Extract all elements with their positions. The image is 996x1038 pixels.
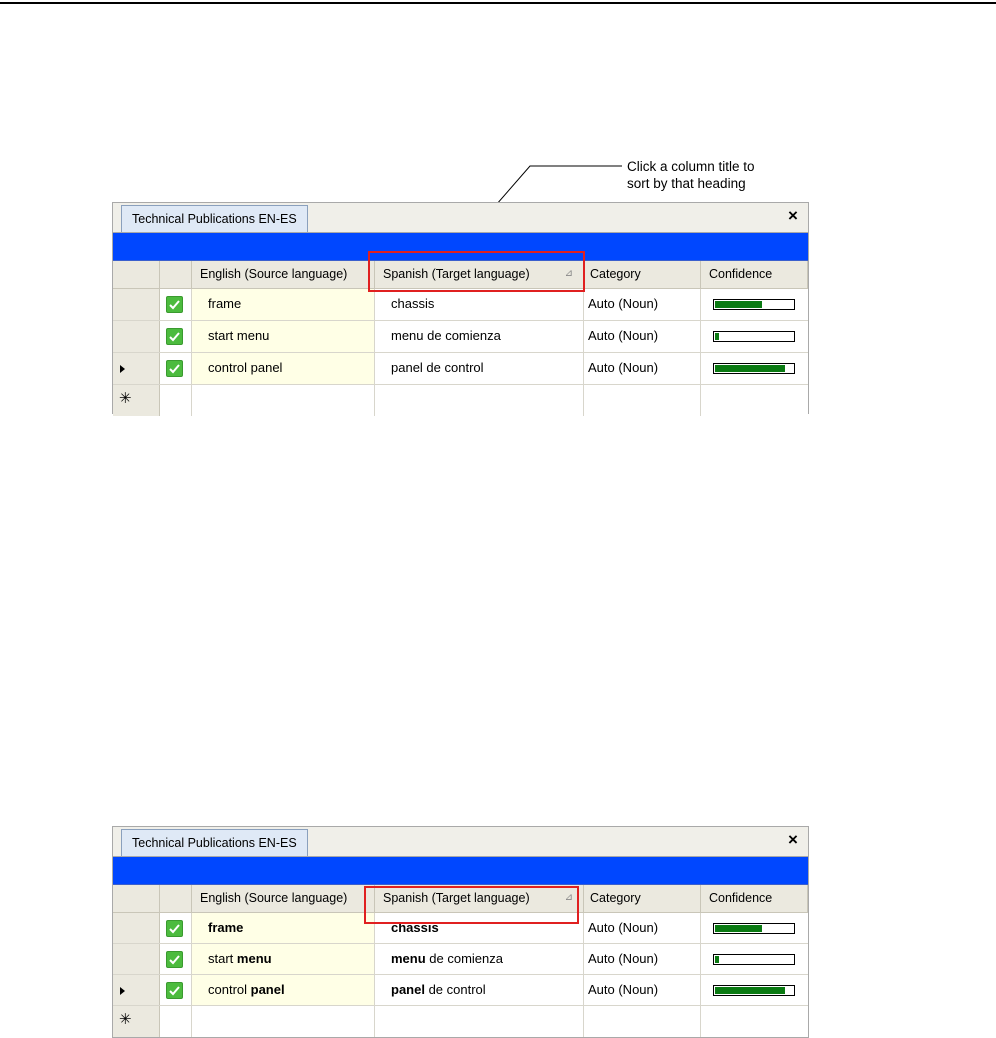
table-row[interactable] (113, 353, 808, 385)
new-category[interactable] (584, 385, 701, 416)
filter-bar (113, 233, 808, 261)
column-header-target-label: Spanish (Target language) (383, 267, 530, 281)
source-term-plain: start (208, 951, 237, 966)
source-term-match: frame (208, 920, 244, 935)
close-icon[interactable]: × (788, 830, 798, 849)
new-target-term[interactable] (375, 1006, 584, 1037)
column-header-source[interactable]: English (Source language) (192, 885, 375, 912)
confidence-bar (713, 923, 795, 934)
confidence-bar (713, 331, 795, 342)
source-term[interactable] (192, 944, 375, 974)
row-selector[interactable] (113, 289, 160, 320)
term-grid (113, 885, 808, 1037)
target-term-match: chassis (391, 920, 439, 935)
column-header-confidence[interactable]: Confidence (701, 261, 808, 288)
confidence-fill (715, 301, 762, 308)
column-header-confidence[interactable]: Confidence (701, 885, 808, 912)
source-term-plain: control (208, 982, 251, 997)
new-source-term[interactable] (192, 385, 375, 416)
checkbox-header (160, 261, 192, 288)
tab-strip (113, 203, 808, 233)
source-term[interactable]: frame (192, 289, 375, 320)
callout-line-1: Click a column title to (627, 159, 755, 174)
source-term[interactable] (192, 913, 375, 943)
confidence-bar (713, 954, 795, 965)
target-term-plain: de control (424, 982, 486, 997)
filter-bar (113, 857, 808, 885)
checked-checkbox-icon[interactable] (166, 296, 183, 313)
column-header-row (113, 261, 808, 289)
source-term[interactable] (192, 975, 375, 1005)
new-row[interactable] (113, 1006, 808, 1037)
row-selector[interactable] (113, 944, 160, 974)
tab-technical-publications[interactable]: Technical Publications EN-ES (121, 205, 308, 232)
new-category[interactable] (584, 1006, 701, 1037)
close-icon[interactable]: × (788, 206, 798, 225)
confidence-bar (713, 299, 795, 310)
callout-note (627, 158, 807, 192)
target-term[interactable]: chassis (375, 289, 584, 320)
checked-checkbox-icon[interactable] (166, 920, 183, 937)
confidence-fill (715, 333, 719, 340)
column-header-target[interactable] (375, 885, 584, 912)
confidence-fill (715, 987, 785, 994)
column-header-source[interactable]: English (Source language) (192, 261, 375, 288)
row-selector[interactable] (113, 321, 160, 352)
checked-checkbox-icon[interactable] (166, 982, 183, 999)
row-selector[interactable] (113, 353, 160, 384)
source-term[interactable]: control panel (192, 353, 375, 384)
category-cell[interactable]: Auto (Noun) (584, 944, 701, 974)
source-term[interactable]: start menu (192, 321, 375, 352)
confidence-fill (715, 365, 785, 372)
column-header-category[interactable]: Category (584, 885, 701, 912)
row-selector-header (113, 885, 160, 912)
callout-line-2: sort by that heading (627, 176, 746, 191)
checked-checkbox-icon[interactable] (166, 360, 183, 377)
row-selector[interactable] (113, 913, 160, 943)
checked-checkbox-icon[interactable] (166, 328, 183, 345)
category-cell[interactable]: Auto (Noun) (584, 289, 701, 320)
table-row[interactable] (113, 975, 808, 1006)
current-row-arrow-icon (120, 987, 125, 995)
column-header-category[interactable]: Category (584, 261, 701, 288)
target-term-match: panel (391, 982, 425, 997)
target-term-match: menu (391, 951, 426, 966)
column-header-target-label: Spanish (Target language) (383, 891, 530, 905)
source-term-match: menu (236, 951, 272, 966)
table-row[interactable] (113, 321, 808, 353)
row-selector[interactable] (113, 975, 160, 1005)
target-term[interactable]: menu de comienza (375, 321, 584, 352)
column-header-row (113, 885, 808, 913)
row-selector-header (113, 261, 160, 288)
new-source-term[interactable] (192, 1006, 375, 1037)
new-row-icon: ✳ (119, 390, 132, 407)
confidence-fill (715, 925, 762, 932)
checkbox-header (160, 885, 192, 912)
checked-checkbox-icon[interactable] (166, 951, 183, 968)
target-term[interactable] (375, 975, 584, 1005)
glossary-panel-highlighted (112, 826, 809, 1038)
current-row-arrow-icon (120, 365, 125, 373)
target-term[interactable] (375, 944, 584, 974)
tab-strip (113, 827, 808, 857)
table-row[interactable] (113, 913, 808, 944)
confidence-bar (713, 363, 795, 374)
category-cell[interactable]: Auto (Noun) (584, 353, 701, 384)
sort-ascending-icon: ⊿ (564, 892, 573, 903)
target-term[interactable] (375, 913, 584, 943)
category-cell[interactable]: Auto (Noun) (584, 975, 701, 1005)
new-row-icon: ✳ (119, 1011, 132, 1028)
target-term-plain: de comienza (425, 951, 503, 966)
column-header-target[interactable] (375, 261, 584, 288)
page-top-rule (0, 2, 996, 4)
target-term[interactable]: panel de control (375, 353, 584, 384)
source-term-match: panel (250, 982, 285, 997)
confidence-bar (713, 985, 795, 996)
table-row[interactable] (113, 289, 808, 321)
new-row[interactable] (113, 385, 808, 416)
new-target-term[interactable] (375, 385, 584, 416)
sort-ascending-icon: ⊿ (564, 268, 573, 279)
category-cell[interactable]: Auto (Noun) (584, 321, 701, 352)
term-grid (113, 261, 808, 416)
glossary-panel-sorted (112, 202, 809, 414)
tab-technical-publications[interactable]: Technical Publications EN-ES (121, 829, 308, 856)
table-row[interactable] (113, 944, 808, 975)
confidence-fill (715, 956, 719, 963)
category-cell[interactable]: Auto (Noun) (584, 913, 701, 943)
